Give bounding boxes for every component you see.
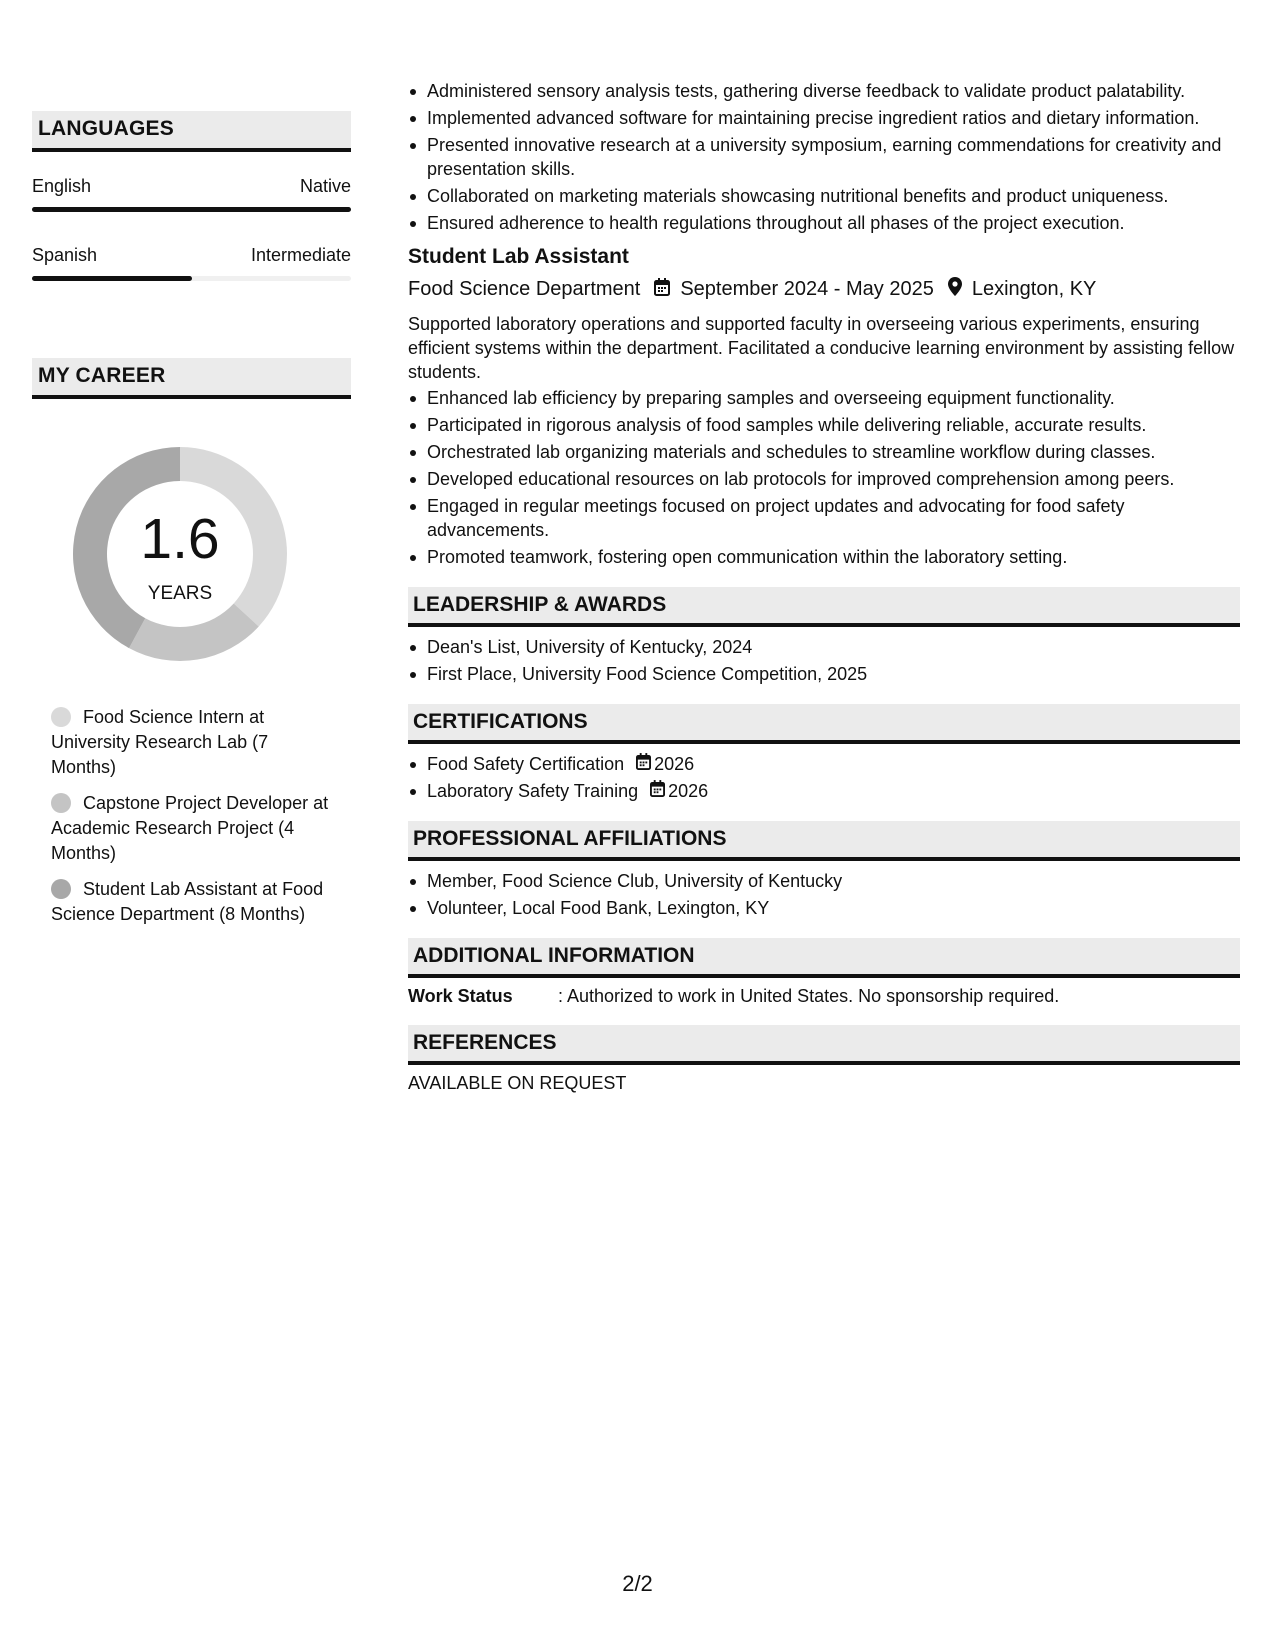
certifications-heading: CERTIFICATIONS xyxy=(408,704,1240,744)
career-total-unit: YEARS xyxy=(147,583,213,604)
references-text: AVAILABLE ON REQUEST xyxy=(408,1073,627,1093)
career-heading: MY CAREER xyxy=(32,358,351,399)
calendar-icon xyxy=(650,779,668,803)
prev-job-bullets xyxy=(408,79,1240,235)
work-status-label: Work Status xyxy=(408,986,513,1006)
leadership-heading: LEADERSHIP & AWARDS xyxy=(408,587,1240,627)
career-legend-item xyxy=(51,791,336,866)
bullet-item: Engaged in regular meetings focused on project updates and advocating for food safety advancements. xyxy=(408,494,1240,542)
bullet-item: Collaborated on marketing materials showcasing nutritional benefits and product uniqueness. xyxy=(408,184,1240,208)
work-status-value: : Authorized to work in United States. No sponsorship required. xyxy=(558,986,1060,1006)
language-item-spanish xyxy=(32,245,351,281)
career-legend-label: Capstone Project Developer at Academic Research Project (4 Months) xyxy=(51,793,329,863)
certification-year: 2026 xyxy=(654,754,695,774)
job-dates: September 2024 - May 2025 xyxy=(680,278,934,300)
page-number: 2/2 xyxy=(622,1571,653,1596)
legend-dot xyxy=(51,879,71,899)
career-donut-chart xyxy=(65,439,295,669)
language-proficiency-bar xyxy=(32,207,351,212)
language-level: Native xyxy=(299,176,351,196)
bullet-item: Presented innovative research at a university symposium, earning commendations for creativity and presentation skills. xyxy=(408,133,1240,181)
map-pin-icon xyxy=(948,277,962,302)
bullet-item: Enhanced lab efficiency by preparing samples and overseeing equipment functionality. xyxy=(408,386,1240,410)
job-meta xyxy=(408,277,1240,302)
language-level: Intermediate xyxy=(250,245,351,265)
language-proficiency-fill xyxy=(32,207,351,212)
language-proficiency-fill xyxy=(32,276,192,281)
affiliation-item: Member, Food Science Club, University of Kentucky xyxy=(408,869,1240,893)
bullet-item: Administered sensory analysis tests, gathering diverse feedback to validate product palatability. xyxy=(408,79,1240,103)
bullet-item: Implemented advanced software for maintaining precise ingredient ratios and dietary information. xyxy=(408,106,1240,130)
additional-info-heading: ADDITIONAL INFORMATION xyxy=(408,938,1240,978)
career-legend-item xyxy=(51,877,336,927)
legend-dot xyxy=(51,707,71,727)
job-organization: Food Science Department xyxy=(408,278,641,300)
calendar-icon xyxy=(636,752,654,776)
award-item: Dean's List, University of Kentucky, 2024 xyxy=(408,635,1240,659)
certification-year: 2026 xyxy=(668,781,709,801)
bullet-item: Promoted teamwork, fostering open communication within the laboratory setting. xyxy=(408,545,1240,569)
language-name: Spanish xyxy=(32,245,98,265)
affiliation-item: Volunteer, Local Food Bank, Lexington, KY xyxy=(408,896,1240,920)
job-title: Student Lab Assistant xyxy=(408,245,629,268)
career-legend-label: Food Science Intern at University Research Lab (7 Months) xyxy=(51,707,269,777)
bullet-item: Developed educational resources on lab protocols for improved comprehension among peers. xyxy=(408,467,1240,491)
certification-name: Laboratory Safety Training xyxy=(427,781,639,801)
language-item-english xyxy=(32,176,351,212)
calendar-icon xyxy=(654,278,670,302)
certification-item xyxy=(408,752,1240,776)
work-status-row xyxy=(408,986,1240,1007)
bullet-item: Orchestrated lab organizing materials and schedules to streamline workflow during classes. xyxy=(408,440,1240,464)
career-legend xyxy=(51,705,336,927)
right-column xyxy=(408,79,1240,1094)
references-heading: REFERENCES xyxy=(408,1025,1240,1065)
left-column xyxy=(32,111,351,938)
language-proficiency-bar xyxy=(32,276,351,281)
career-legend-label: Student Lab Assistant at Food Science Department (8 Months) xyxy=(51,879,324,924)
certification-item xyxy=(408,779,1240,803)
award-item: First Place, University Food Science Competition, 2025 xyxy=(408,662,1240,686)
language-name: English xyxy=(32,176,92,196)
bullet-item: Ensured adherence to health regulations throughout all phases of the project execution. xyxy=(408,211,1240,235)
job-location: Lexington, KY xyxy=(971,278,1097,300)
legend-dot xyxy=(51,793,71,813)
affiliations-list xyxy=(408,869,1240,920)
affiliations-heading: PROFESSIONAL AFFILIATIONS xyxy=(408,821,1240,861)
certifications-list xyxy=(408,752,1240,803)
career-total-years: 1.6 xyxy=(140,507,220,571)
career-legend-item xyxy=(51,705,336,780)
job-bullets xyxy=(408,386,1240,569)
certification-name: Food Safety Certification xyxy=(427,754,625,774)
bullet-item: Participated in rigorous analysis of food samples while delivering reliable, accurate results. xyxy=(408,413,1240,437)
languages-heading: LANGUAGES xyxy=(32,111,351,152)
job-description: Supported laboratory operations and supported faculty in overseeing various experiments, ensuring efficient systems within the department. Facilitated a conducive learning environment by assisting fellow students. xyxy=(408,314,1235,382)
leadership-list xyxy=(408,635,1240,686)
